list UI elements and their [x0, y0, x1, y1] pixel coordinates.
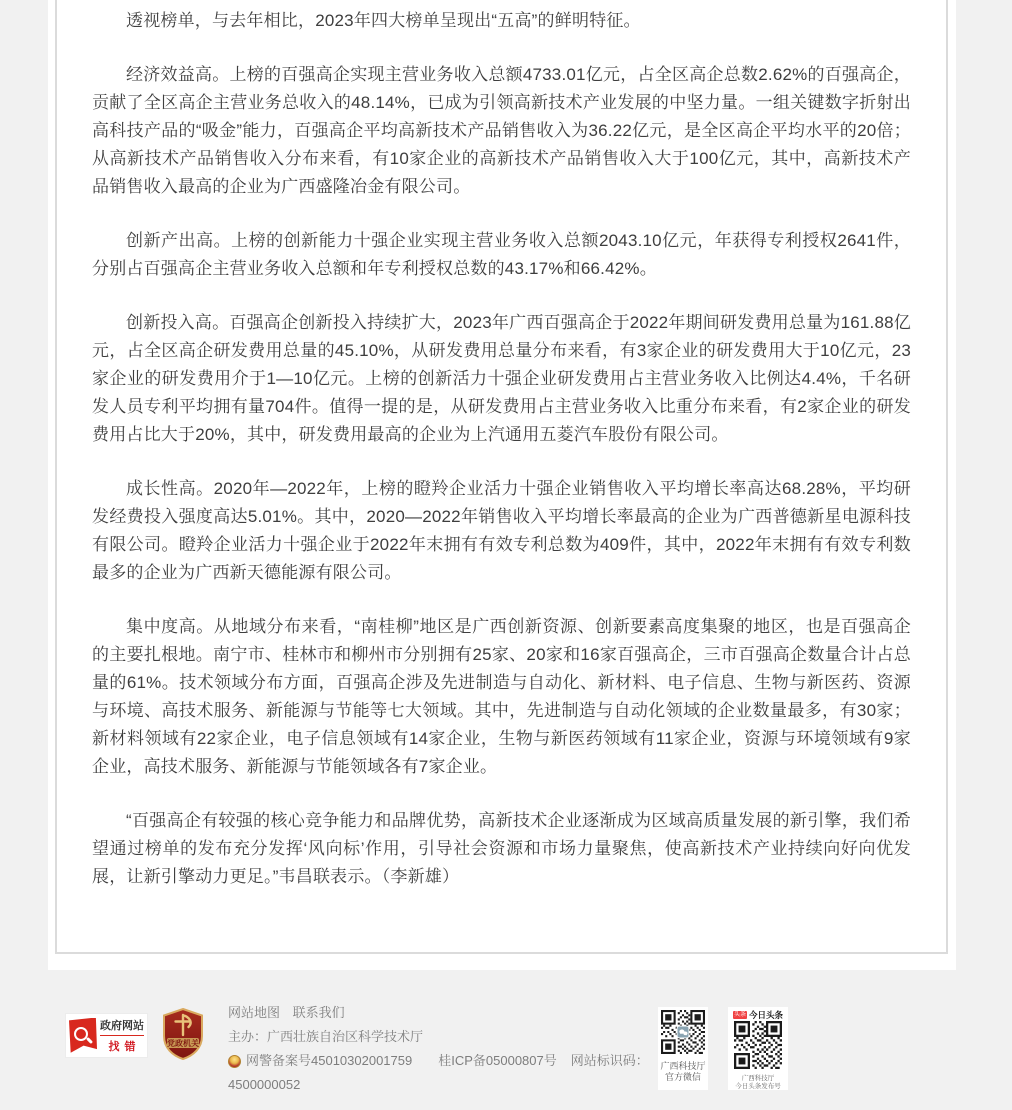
article-paragraph: 创新投入高。百强高企创新投入持续扩大，2023年广西百强高企于2022年期间研发费用总量为161.88亿元，占全区高企研发费用总量的45.10%，从研发费用总量分布来看，有3家企业的研发费用大于10亿元，23家企业的研发费用介于1—10亿元。上榜的创新活力十强企业研发费用占主营业务收入比例达4.4%，千名研发人员专利平均拥有量704件。值得一提的是，从研发费用占主营业务收入比重分布来看，有2家企业的研发费用占比大于20%，其中，研发费用最高的企业为上汽通用五菱汽车股份有限公司。 — [92, 313, 912, 444]
toutiao-qr-label — [728, 1075, 788, 1091]
page-footer — [0, 970, 1012, 1110]
article-paragraph: 透视榜单，与去年相比，2023年四大榜单呈现出“五高”的鲜明特征。 — [126, 11, 641, 30]
article-paragraph: 集中度高。从地域分布来看，“南桂柳”地区是广西创新资源、创新要素高度集聚的地区，也是百强高企的主要扎根地。南宁市、桂林市和柳州市分别拥有25家、20家和16家百强高企，三市百强高企数量合计占总量的61%。技术领域分布方面，百强高企涉及先进制造与自动化、新材料、电子信息、生物与新医药、资源与环境、高技术服务、新能源与节能等七大领域。其中，先进制造与自动化领域的企业数量最多，有30家；新材料领域有22家企业，电子信息领域有14家企业，生物与新医药领域有11家企业，资源与环境领域有9家企业，高技术服务、新能源与节能领域各有7家企业。 — [92, 617, 911, 776]
footer-info-block — [228, 1001, 649, 1097]
party-gov-org-badge[interactable] — [162, 1008, 204, 1060]
toutiao-qr-code — [734, 1021, 782, 1069]
site-code-label: 网站标识码： — [570, 1053, 649, 1068]
police-record-link[interactable]: 网警备案号45010302001759 — [246, 1053, 413, 1068]
wechat-qr-label — [658, 1061, 708, 1083]
gov-site-label: 政府网站 — [100, 1017, 144, 1036]
sitemap-link[interactable]: 网站地图 — [228, 1005, 281, 1020]
article-paragraph: “百强高企有较强的核心竞争能力和品牌优势，高新技术企业逐渐成为区域高质量发展的新引擎，我们希望通过榜单的发布充分发挥‘风向标’作用，引导社会资源和市场力量聚焦，使高新技术产业持续向好向优发展，让新引擎动力更足。”韦昌联表示。（李新雄） — [92, 811, 911, 886]
article-paragraph: 经济效益高。上榜的百强高企实现主营业务收入总额4733.01亿元，占全区高企总数2.62%的百强高企，贡献了全区高企主营业务总收入的48.14%，已成为引领高新技术产业发展的中坚力量。一组关键数字折射出高科技产品的“吸金”能力，百强高企平均高新技术产品销售收入为36.22亿元，是全区高企平均水平的20倍；从高新技术产品销售收入分布来看，有10家企业的高新技术产品销售收入大于100亿元，其中，高新技术产品销售收入最高的企业为广西盛隆冶金有限公司。 — [92, 65, 911, 196]
footer-links-row — [228, 1001, 649, 1025]
site-code-value: 4500000052 — [228, 1077, 301, 1092]
gov-site-find-error-badge[interactable] — [65, 1013, 148, 1058]
toutiao-header — [728, 1009, 788, 1020]
shield-icon — [162, 1008, 204, 1060]
find-error-label: 找错 — [108, 1041, 141, 1053]
toutiao-qr-card — [728, 1007, 788, 1090]
wechat-qr-card — [658, 1007, 708, 1090]
police-badge-icon — [228, 1055, 241, 1068]
wechat-qr-label-line2: 官方微信 — [664, 1072, 701, 1082]
toutiao-qr-label-line1: 广西科技厅 — [741, 1075, 775, 1082]
wechat-icon — [677, 1026, 690, 1039]
article-paragraph: 成长性高。2020年—2022年，上榜的瞪羚企业活力十强企业销售收入平均增长率高达68.28%，平均研发经费投入强度高达5.01%。其中，2020—2022年销售收入平均增长率最高的企业为广西普德新星电源科技有限公司。瞪羚企业活力十强企业于2022年末拥有有效专利总数为409件，其中，2022年末拥有有效专利数最多的企业为广西新天德能源有限公司。 — [92, 479, 911, 582]
icp-record-link[interactable]: 桂ICP备05000807号 — [438, 1053, 557, 1068]
toutiao-title: 今日头条 — [749, 1009, 784, 1020]
article-content-box — [55, 0, 948, 954]
wechat-qr-label-line1: 广西科技厅 — [660, 1061, 706, 1071]
magnifier-icon — [74, 1027, 88, 1041]
article-panel — [48, 0, 956, 970]
magnifier-flag-icon — [69, 1018, 97, 1054]
toutiao-qr-label-line2: 今日头条发布号 — [735, 1083, 781, 1090]
contact-us-link[interactable]: 联系我们 — [292, 1005, 345, 1020]
record-numbers-row — [228, 1049, 649, 1073]
organizer-text: 主办：广西壮族自治区科学技术厅 — [228, 1029, 424, 1044]
wechat-qr-code — [661, 1010, 705, 1054]
gov-find-error-text — [97, 1017, 147, 1054]
toutiao-logo-icon: 头条 — [733, 1011, 746, 1018]
article-paragraph: 创新产出高。上榜的创新能力十强企业实现主营业务收入总额2043.10亿元，年获得专利授权2641件，分别占百强高企主营业务收入总额和年专利授权总数的43.17%和66.42%。 — [92, 231, 911, 278]
party-gov-label: 党政机关 — [167, 1039, 199, 1048]
